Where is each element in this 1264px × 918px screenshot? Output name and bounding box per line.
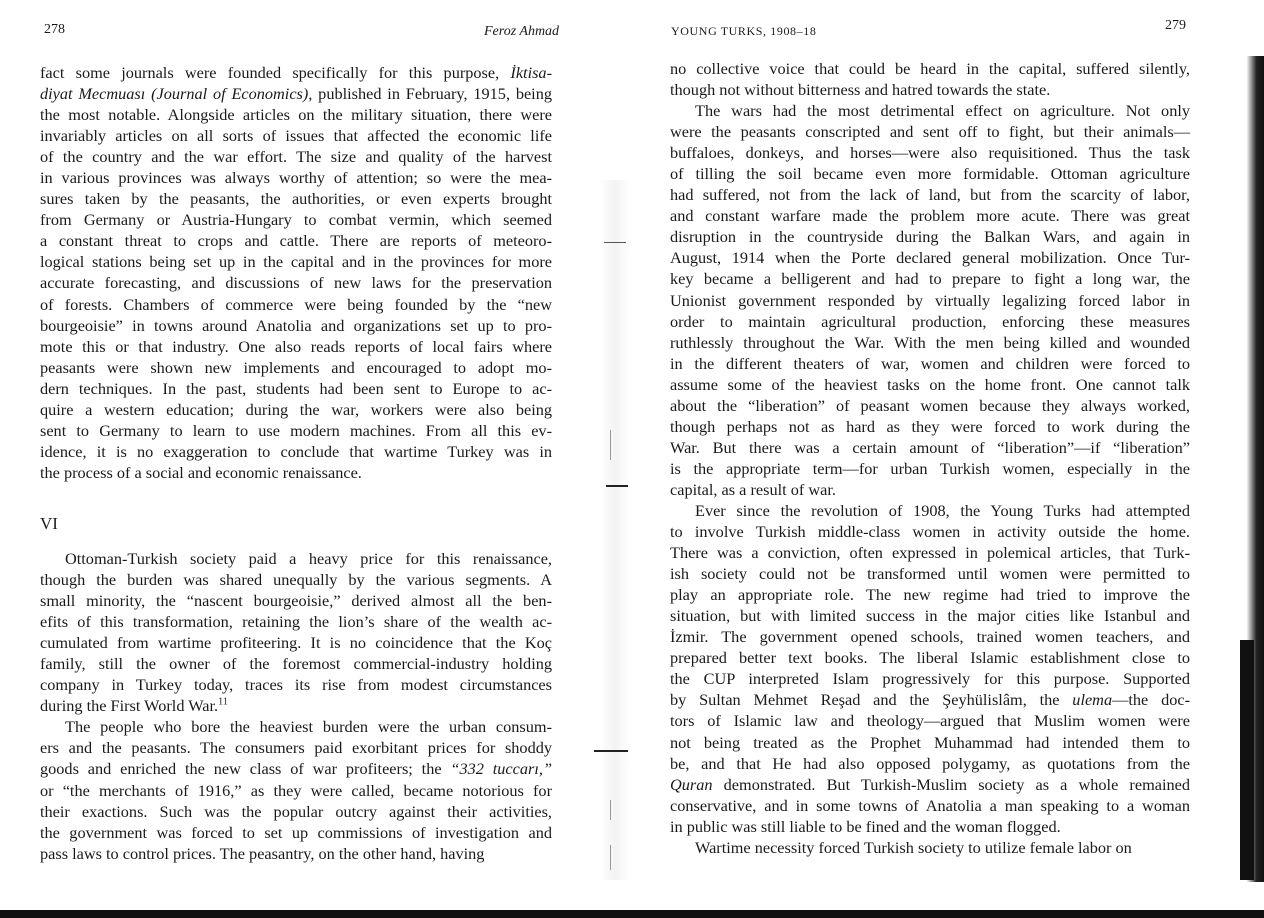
text-line: prepared better text books. The liberal Islamic establishment close to [670,648,1190,668]
left-page-number: 278 [44,22,65,37]
right-page-number: 279 [1165,18,1186,33]
text-line: be, and that He had also opposed polygamy, as quotations from the [670,753,1190,773]
text-line: The people who bore the heaviest burden were the urban consum- [65,717,552,737]
text-line: is the appropriate term—for urban Turkish women, especially in the [670,458,1190,478]
gutter-mark [604,242,626,243]
text-line: though not without bitterness and hatred towards the state. [670,80,1051,100]
text-line: ers and the peasants. The consumers paid exorbitant prices for shoddy [40,738,552,758]
text-line: Wartime necessity forced Turkish society to utilize female labor on [695,837,1132,857]
text-line: or “the merchants of 1916,” as they were called, became notorious for [40,780,552,800]
text-line: in various provinces was always worthy of attention; so were the mea- [40,168,552,188]
text-line: peasants were shown new implements and encouraged to adopt mo- [40,357,552,377]
text-line: sures taken by the peasants, the authorities, or even experts brought [40,189,552,209]
text-line: during the First World War.$^{11}$ [40,696,228,716]
text-line: conservative, and in some towns of Anatolia a man speaking to a woman [670,795,1190,815]
text-line: though the burden was shared unequally by the various segments. A [40,570,552,590]
text-line: Ever since the revolution of 1908, the Young Turks had attempted [695,500,1190,520]
text-line: invariably articles on all sorts of issues that affected the economic life [40,126,552,146]
text-line: dern techniques. In the past, students had been sent to Europe to ac- [40,378,552,398]
text-line: order to maintain agricultural production, enforcing these measures [670,311,1190,331]
gutter-mark [594,750,628,752]
text-line: company in Turkey today, traces its rise from modest circumstances [40,675,552,695]
text-line: of forests. Chambers of commerce were being founded by the “new [40,294,552,314]
text-line: goods and enriched the new class of war profiteers; the “332 tuccarı,” [40,759,552,779]
text-line: to involve Turkish middle-class women in activity outside the home. [670,522,1190,542]
right-running-head: YOUNG TURKS, 1908–18 [671,24,817,38]
left-paragraph-1 [40,62,552,483]
text-line: about the “liberation” of peasant women because they always worked, [670,395,1190,415]
gutter-dot [610,800,611,820]
section-heading: VI [40,514,58,533]
left-paragraph-2 [40,548,552,864]
text-line: had suffered, not from the lack of land, but from the scarcity of labor, [670,185,1190,205]
text-line: in the different theaters of war, women and children were forced to [670,353,1190,373]
scan-edge-dark [1240,640,1254,880]
right-page-text [670,58,1190,858]
text-line: efits of this transformation, retaining the lion’s share of the wealth ac- [40,612,552,632]
text-line: accurate forecasting, and discussions of new laws for the preservation [40,273,552,293]
text-line: fact some journals were founded specifically for this purpose, İktisa- [40,63,552,82]
gutter-mark [606,485,628,487]
text-line: the most notable. Alongside articles on the military situation, there were [40,105,552,125]
text-line: İzmir. The government opened schools, trained women teachers, and [670,627,1190,647]
text-line: quire a western education; during the war, workers were also being [40,399,552,419]
left-running-head: Feroz Ahmad [484,24,560,39]
text-line: idence, it is no exaggeration to conclude that wartime Turkey was in [40,441,552,461]
text-line: of the country and the war effort. The size and quality of the harvest [40,147,552,167]
text-line: in public was still liable to be fined and the woman flogged. [670,816,1061,836]
text-line: play an appropriate role. The new regime had tried to improve the [670,585,1190,605]
text-line: Quran demonstrated. But Turkish-Muslim society as a whole remained [670,774,1190,794]
text-line: family, still the owner of the foremost commercial-industry holding [40,654,552,674]
text-line: War. But there was a certain amount of “liberation”—if “liberation” [670,437,1190,457]
text-line: small minority, the “nascent bourgeoisie,” derived almost all the ben- [40,591,552,611]
book-gutter [600,180,630,880]
text-line: by Sultan Mehmet Reşad and the Şeyhülislâm, the ulema—the doc- [670,690,1191,710]
text-line: their exactions. Such was the popular outcry against their activities, [40,801,552,821]
text-line: the process of a social and economic renaissance. [40,462,362,482]
text-line: logical stations being set up in the capital and in the provinces for more [40,252,552,272]
text-line: ish society could not be transformed until women were permitted to [670,564,1190,584]
gutter-dot [610,430,611,460]
text-line: and constant warfare made the problem more acute. There was great [670,206,1190,226]
text-line: a constant threat to crops and cattle. There are reports of meteoro- [40,231,552,251]
text-line: situation, but with limited success in the major cities like Istanbul and [670,606,1190,626]
text-line: Ottoman-Turkish society paid a heavy price for this renaissance, [65,549,552,568]
text-line: not being treated as the Prophet Muhammad had intended them to [670,732,1190,752]
scan-bottom-edge [0,910,1264,918]
text-line: buffaloes, donkeys, and horses—were also requisitioned. Thus the task [670,143,1190,163]
text-line: August, 1914 when the Porte declared general mobilization. Once Tur- [670,248,1190,268]
text-line: There was a conviction, often expressed in polemical articles, that Turk- [670,543,1190,563]
text-line: the CUP interpreted Islam progressively for this purpose. Supported [670,669,1190,689]
text-line: tors of Islamic law and theology—argued that Muslim women were [670,711,1190,731]
text-line: key became a belligerent and had to prepare to fight a long war, the [670,269,1190,289]
text-line: the government was forced to set up commissions of investigation and [40,822,552,842]
text-line: mote this or that industry. One also reads reports of local fairs where [40,336,552,356]
gutter-dot [610,845,611,870]
text-line: pass laws to control prices. The peasantry, on the other hand, having [40,843,485,863]
text-line: disruption in the countryside during the Balkan Wars, and again in [670,227,1190,247]
text-line: ruthlessly throughout the War. With the men being killed and wounded [670,332,1190,352]
text-line: Unionist government responded by virtually legalizing forced labor in [670,290,1190,310]
text-line: were the peasants conscripted and sent off to fight, but their animals— [670,122,1190,142]
text-line: no collective voice that could be heard in the capital, suffered silently, [670,59,1190,78]
text-line: though perhaps not as hard as they were forced to work during the [670,416,1190,436]
text-line: of tilling the soil became even more formidable. Ottoman agriculture [670,164,1190,184]
text-line: diyat Mecmuası (Journal of Economics), published in February, 1915, being [40,84,552,104]
text-line: cumulated from wartime profiteering. It is no coincidence that the Koç [40,633,552,653]
text-line: assume some of the heaviest tasks on the home front. One cannot talk [670,374,1190,394]
text-line: sent to Germany to learn to use modern machines. From all this ev- [40,420,552,440]
text-line: bourgeoisie” in towns around Anatolia and organizations set up to pro- [40,315,552,335]
text-line: from Germany or Austria-Hungary to combat vermin, which seemed [40,210,552,230]
text-line: The wars had the most detrimental effect on agriculture. Not only [695,101,1190,121]
text-line: capital, as a result of war. [670,479,836,499]
